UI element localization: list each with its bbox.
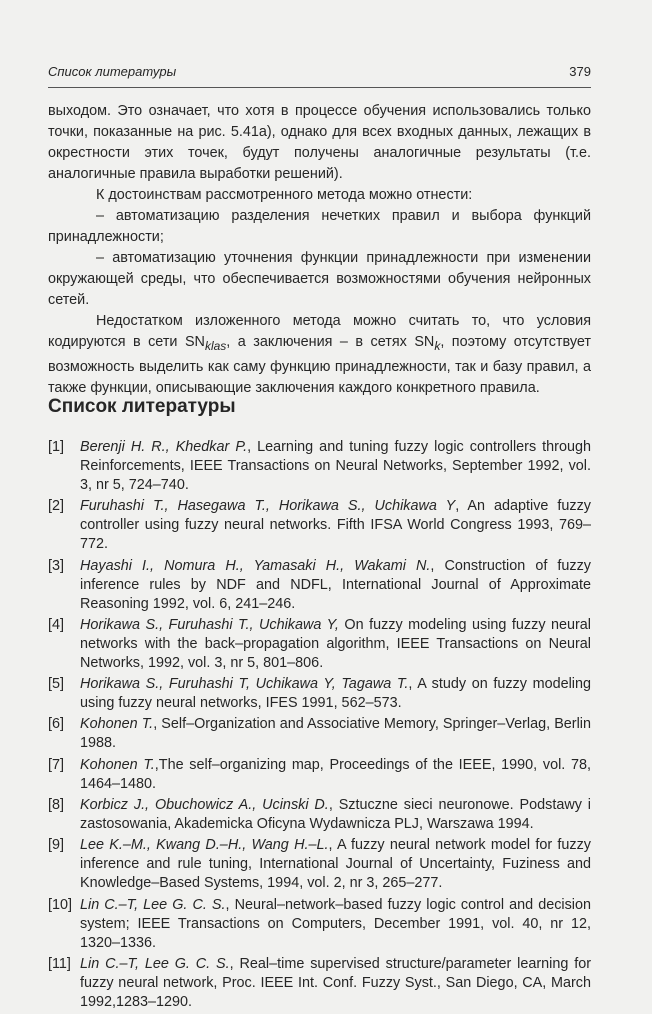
- reference-item: [48, 497, 591, 554]
- reference-item: [48, 438, 591, 495]
- body-text: [48, 101, 591, 399]
- reference-text: , A fuzzy neural network model for fuzzy inference and rule tuning, International Journal of Uncertainty, Fuziness and Knowledge–Based Systems, 1994, vol. 2, nr 3, 265–277.: [80, 837, 591, 892]
- reference-item: [48, 756, 591, 794]
- reference-authors: Kohonen T.: [80, 756, 155, 773]
- running-header: [48, 64, 591, 88]
- reference-text: , Learning and tuning fuzzy logic controllers through Reinforcements, IEEE Transactions on Neural Networks, September 1992, vol. 3, nr 5, 724–740.: [80, 439, 591, 493]
- text-run: , а заключения – в сетях SN: [226, 334, 435, 350]
- reference-item: [48, 896, 591, 953]
- reference-number: [9]: [48, 837, 64, 854]
- reference-number: [5]: [48, 676, 64, 693]
- reference-item: [48, 557, 591, 614]
- reference-text: , Sztuczne sieci neuronowe. Podstawy i zastosowania, Akademicka Oficyna Wydawnicza PLJ, Warszawa 1994.: [80, 797, 591, 833]
- reference-item: [48, 616, 591, 673]
- reference-number: [3]: [48, 557, 64, 574]
- reference-number: [1]: [48, 439, 64, 455]
- reference-authors: Lee K.–M., Kwang D.–H., Wang H.–L.: [80, 837, 329, 854]
- section-title: Список литературы: [48, 396, 236, 417]
- reference-authors: Berenji H. R., Khedkar P.: [80, 439, 248, 455]
- reference-authors: Lin C.–T, Lee G. C. S.: [80, 955, 230, 972]
- reference-text: , A study on fuzzy modeling using fuzzy neural networks, IFES 1991, 562–573.: [80, 676, 591, 712]
- paragraph: – автоматизацию уточнения функции принадлежности при изменении окружающей среды, что обеспечивается возможностями обучения нейронных сетей.: [48, 250, 591, 308]
- reference-authors: Lin C.–T, Lee G. C. S.: [80, 896, 226, 913]
- text-run: , поэтому отсутствует возможность выделить как саму функцию принадлежности, так и базу правил, а также функции, описывающие заключения каждого конкретного правила.: [48, 334, 591, 396]
- reference-number: [4]: [48, 616, 64, 633]
- page-number: 379: [569, 64, 591, 79]
- header-title: Список литературы: [48, 64, 177, 79]
- reference-list: [48, 438, 591, 1014]
- reference-number: [7]: [48, 756, 64, 773]
- reference-number: [11]: [48, 955, 71, 972]
- subscript: klas: [204, 338, 227, 353]
- reference-text: , Construction of fuzzy inference rules by NDF and NDFL, International Journal of Approximate Reasoning 1992, vol. 6, 241–246.: [80, 557, 591, 612]
- paragraph: – автоматизацию разделения нечетких правил и выбора функций принадлежности;: [48, 208, 591, 245]
- reference-text: , Real–time supervised structure/parameter learning for fuzzy neural network, Proc. IEEE Int. Conf. Fuzzy Syst., San Diego, CA, March 1992,1283–1290.: [80, 955, 591, 1010]
- reference-text: , Neural–network–based fuzzy logic control and decision system; IEEE Transactions on Computers, December 1991, vol. 40, nr 12, 1320–1336.: [80, 896, 591, 951]
- subscript: k: [434, 338, 441, 353]
- reference-authors: Kohonen T.: [80, 716, 154, 733]
- reference-item: [48, 836, 591, 893]
- reference-text: , An adaptive fuzzy controller using fuzzy neural networks. Fifth IFSA World Congress 1993, 769–772.: [80, 498, 591, 553]
- reference-text: , Self–Organization and Associative Memory, Springer–Verlag, Berlin 1988.: [80, 716, 591, 752]
- reference-authors: Hayashi I., Nomura H., Yamasaki H., Wakami N.: [80, 557, 431, 574]
- paragraph: К достоинствам рассмотренного метода можно отнести:: [96, 187, 473, 203]
- text-run: Недостатком изложенного метода можно считать то, что условия кодируются в сети SN: [48, 313, 591, 350]
- reference-authors: Furuhashi T., Hasegawa T., Horikawa S., Uchikawa Y: [80, 498, 456, 515]
- paragraph: выходом. Это означает, что хотя в процессе обучения использовались только точки, показанные на рис. 5.41а), однако для всех входных данных, лежащих в окрестности этих точек, будут получены аналогичные результаты (т.е. аналогичные правила выработки решений).: [48, 103, 591, 182]
- reference-number: [6]: [48, 716, 64, 733]
- reference-number: [8]: [48, 797, 64, 814]
- reference-authors: Korbicz J., Obuchowicz A., Ucinski D.: [80, 797, 329, 814]
- reference-authors: Horikawa S., Furuhashi T., Uchikawa Y,: [80, 616, 339, 633]
- reference-text: On fuzzy modeling using fuzzy neural networks with the back–propagation algorithm, IEEE Transactions on Neural Networks, 1992, vol. 3, nr 5, 801–806.: [80, 616, 592, 671]
- reference-text: ,The self–organizing map, Proceedings of the IEEE, 1990, vol. 78, 1464–1480.: [80, 756, 591, 792]
- reference-authors: Horikawa S., Furuhashi T, Uchikawa Y, Tagawa T.: [80, 676, 409, 693]
- reference-item: [48, 796, 591, 834]
- reference-item: [48, 675, 591, 713]
- reference-item: [48, 955, 591, 1012]
- reference-number: [10]: [48, 896, 73, 913]
- reference-item: [48, 715, 591, 753]
- paragraph: [48, 311, 591, 399]
- reference-number: [2]: [48, 498, 64, 515]
